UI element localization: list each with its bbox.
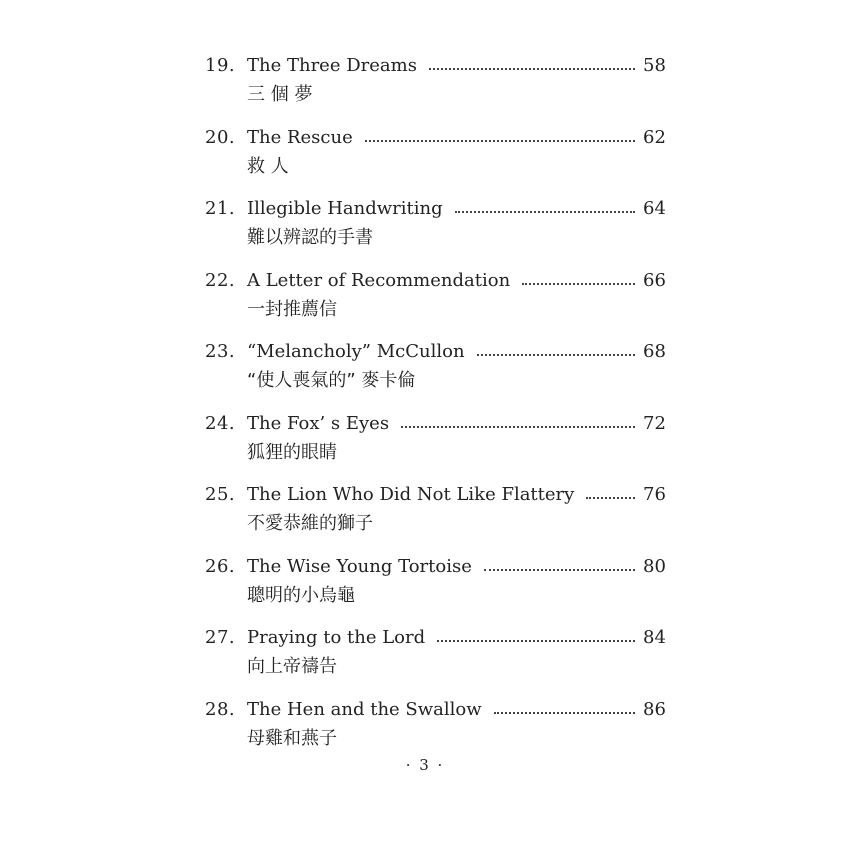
entry-title: Praying to the Lord <box>247 627 426 648</box>
toc-entry <box>205 338 665 410</box>
entry-page-number: 66 <box>643 269 666 291</box>
dot-leader <box>586 497 635 499</box>
entry-chinese-title: 一封推薦信 <box>247 298 337 320</box>
toc-entry <box>205 52 665 124</box>
entry-chinese-title: 向上帝禱告 <box>247 656 337 677</box>
entry-number: 26. <box>205 555 236 577</box>
entry-number: 25. <box>205 484 236 505</box>
page-folio: · 3 · <box>405 756 445 774</box>
toc-entry <box>205 553 665 625</box>
entry-number: 21. <box>205 198 236 219</box>
dot-leader <box>484 569 635 571</box>
entry-number: 23. <box>205 341 236 362</box>
entry-number: 22. <box>205 269 236 291</box>
dot-leader <box>455 211 635 213</box>
entry-chinese-title: 母雞和燕子 <box>247 727 337 749</box>
entry-number: 24. <box>205 412 236 434</box>
entry-page-number: 62 <box>643 126 666 148</box>
entry-title: The Lion Who Did Not Like Flattery <box>247 484 575 505</box>
entry-page-number: 68 <box>643 341 666 362</box>
entry-page-number: 84 <box>643 627 666 648</box>
dot-leader <box>522 283 635 285</box>
table-of-contents <box>205 52 665 767</box>
toc-entry <box>205 124 665 196</box>
entry-number: 19. <box>205 55 236 76</box>
toc-entry <box>205 410 665 482</box>
entry-title: The Wise Young Tortoise <box>247 555 472 577</box>
dot-leader <box>429 68 635 70</box>
entry-page-number: 76 <box>643 484 666 505</box>
entry-title: Illegible Handwriting <box>247 198 443 219</box>
entry-chinese-title: 三 個 夢 <box>247 84 313 105</box>
entry-chinese-title: 狐狸的眼睛 <box>247 441 337 463</box>
dot-leader <box>494 712 635 714</box>
entry-number: 27. <box>205 627 236 648</box>
entry-title: The Fox’ s Eyes <box>247 412 390 434</box>
entry-page-number: 80 <box>643 555 666 577</box>
entry-title: The Rescue <box>247 126 353 148</box>
dot-leader <box>437 640 635 642</box>
dot-leader <box>365 140 635 142</box>
entry-chinese-title: 難以辨認的手書 <box>247 227 373 248</box>
dot-leader <box>477 354 635 356</box>
entry-page-number: 64 <box>643 198 666 219</box>
entry-page-number: 58 <box>643 55 666 76</box>
entry-title: The Hen and the Swallow <box>247 698 482 720</box>
dot-leader <box>401 426 635 428</box>
toc-entry <box>205 195 665 267</box>
toc-entry <box>205 624 665 696</box>
entry-title: The Three Dreams <box>247 55 417 76</box>
entry-chinese-title: 不愛恭維的獅子 <box>247 513 373 534</box>
toc-entry <box>205 481 665 553</box>
entry-page-number: 86 <box>643 698 666 720</box>
entry-page-number: 72 <box>643 412 666 434</box>
entry-title: “Melancholy” McCullon <box>247 341 465 362</box>
toc-entry <box>205 267 665 339</box>
entry-chinese-title: 救 人 <box>247 155 289 177</box>
entry-title: A Letter of Recommendation <box>247 269 511 291</box>
entry-chinese-title: 聰明的小烏龜 <box>247 584 355 606</box>
entry-number: 20. <box>205 126 236 148</box>
entry-number: 28. <box>205 698 236 720</box>
entry-chinese-title: “使人喪氣的” 麥卡倫 <box>247 370 416 391</box>
